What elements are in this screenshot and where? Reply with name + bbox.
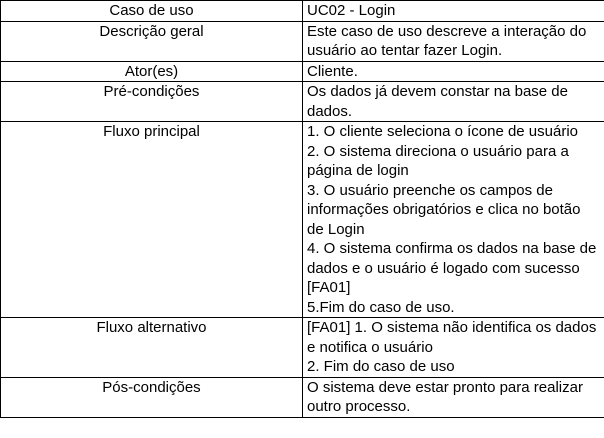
row-pre-condicoes xyxy=(1,82,604,122)
row-fluxo-principal xyxy=(1,122,604,318)
value-line: Cliente. xyxy=(307,62,358,80)
value-pre-condicoes xyxy=(303,82,604,122)
flow-step: 3. O usuário preenche os campos de informações obrigatórios e clica no botão de Login xyxy=(307,181,581,238)
label-pre-condicoes: Pré-condições xyxy=(1,82,303,122)
label-fluxo-alternativo: Fluxo alternativo xyxy=(1,318,303,378)
label-caso-de-uso: Caso de uso xyxy=(1,1,303,22)
value-line: UC02 - Login xyxy=(307,2,396,19)
label-atores: Ator(es) xyxy=(1,61,303,82)
value-descricao-geral xyxy=(303,21,604,61)
row-descricao-geral xyxy=(1,21,604,61)
row-fluxo-alternativo xyxy=(1,318,604,378)
flow-step: [FA01] 1. O sistema não identifica os dados e notifica o usuário xyxy=(307,319,597,356)
value-caso-de-uso xyxy=(303,1,604,22)
row-caso-de-uso xyxy=(1,1,604,22)
value-atores xyxy=(303,61,604,82)
label-descricao-geral: Descrição geral xyxy=(1,21,303,61)
flow-step: 1. O cliente seleciona o ícone de usuário xyxy=(307,123,579,140)
value-fluxo-alternativo xyxy=(303,318,604,378)
value-line: Este caso de uso descreve a interação do usuário ao tentar fazer Login. xyxy=(307,22,587,59)
row-atores xyxy=(1,61,604,82)
flow-step: 4. O sistema confirma os dados na base de dados e o usuário é logado com sucesso [FA01] xyxy=(307,240,597,296)
value-line: Os dados já devem constar na base de dados. xyxy=(307,83,568,120)
row-pos-condicoes xyxy=(1,377,604,417)
label-pos-condicoes: Pós-condições xyxy=(1,377,303,417)
flow-step: 2. O sistema direciona o usuário para a página de login xyxy=(307,142,569,179)
value-fluxo-principal xyxy=(303,122,604,318)
value-pos-condicoes xyxy=(303,377,604,417)
label-fluxo-principal: Fluxo principal xyxy=(1,122,303,318)
flow-step: 5.Fim do caso de uso. xyxy=(307,298,455,316)
value-line: O sistema deve estar pronto para realizar outro processo. xyxy=(307,378,583,415)
flow-step: 2. Fim do caso de uso xyxy=(307,358,455,375)
